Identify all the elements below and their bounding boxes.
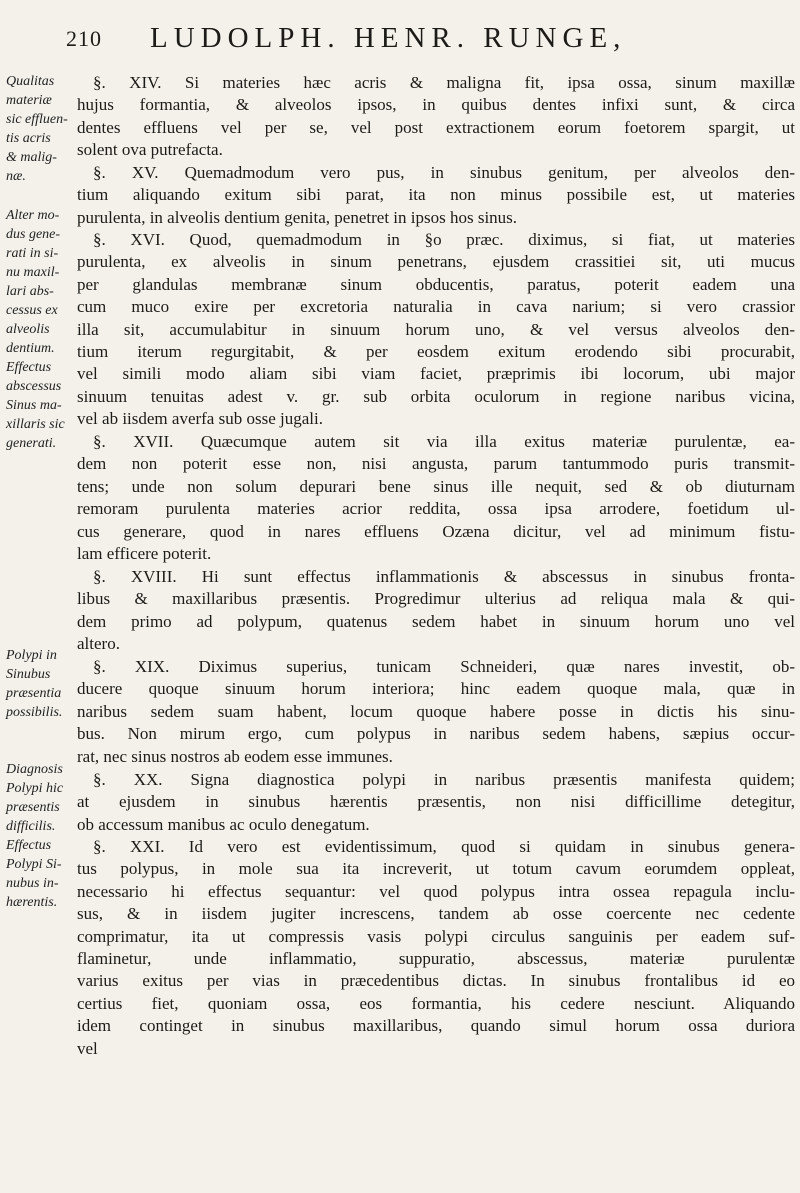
margin-note: Effectus abscessus Sinus ma- xillaris sic generati. (6, 360, 65, 451)
text-line: per glandulas membranæ sinum obducentis, paratus, poterit eadem una (77, 274, 795, 294)
text-line: §. XXI. Id vero est evidentissimum, quod si quidam in sinubus genera- (93, 837, 795, 856)
text-line: necessario hi effectus sequantur: vel quod polypus intra ossea repagula inclu- (77, 881, 795, 901)
paragraph (77, 431, 795, 565)
text-line: sus, & in iisdem jugiter increscens, tandem ab osse coercente nec cedente (77, 904, 795, 924)
paragraph (77, 229, 795, 431)
text-line: comprimatur, ita ut compressis vasis polypi circulus sanguinis per eadem suf- (77, 926, 795, 946)
text-line: dentes effluens vel per se, vel post extractionem eorum foetorem spargit, ut (77, 117, 795, 137)
text-line: ducere quoque sinuum horum interiora; hinc eadem quoque mala, quæ in (77, 679, 795, 699)
text-line: §. XV. Quemadmodum vero pus, in sinubus genitum, per alveolos den- (93, 163, 795, 182)
text-line: vel ab iisdem averfa sub osse jugali. (77, 409, 323, 429)
text-line: at ejusdem in sinubus hærentis præsentis, non nisi difficillime detegitur, (77, 792, 795, 812)
paragraph (77, 769, 795, 836)
text-line: tium aliquando exitum sibi parat, ita non minus possibile est, ut materies (77, 185, 795, 205)
text-line: dem primo ad polypum, quatenus sedem habet in sinuum horum uno vel (77, 611, 795, 631)
text-line: tus polypus, in mole sua ita increverit, ut totum cavum eorumdem oppleat, (77, 859, 795, 879)
paragraph (77, 72, 795, 162)
text-line: varius exitus per vias in præcedentibus dictas. In sinubus frontalibus id eo (77, 971, 795, 991)
text-line: naribus sedem suam habent, locum quoque habere posse in dictis his sinu- (77, 701, 795, 721)
page-header (0, 22, 800, 62)
paragraph (77, 566, 795, 656)
text-line: dem non poterit esse non, nisi angusta, parum tantummodo puris transmit- (77, 454, 795, 474)
text-line: bus. Non mirum ergo, cum polypus in naribus sedem habens, sæpius occur- (77, 724, 795, 744)
paragraph (77, 162, 795, 229)
page-number: 210 (66, 26, 102, 51)
text-line: purulenta, ex alveolis in sinum penetrans, ejusdem crassitiei sit, uti mucus (77, 252, 795, 272)
text-line: flaminetur, unde inflammatio, suppuratio, abscessus, materiæ purulentæ (77, 948, 795, 968)
text-line: §. XIX. Diximus superius, tunicam Schneideri, quæ nares investit, ob- (93, 657, 795, 676)
text-line: §. XVII. Quæcumque autem sit via illa exitus materiæ purulentæ, ea- (93, 432, 795, 451)
margin-note: Alter mo- dus gene- rati in si- nu maxil- lari abs- cessus ex alveolis dentium. (6, 208, 61, 356)
text-line: vel (77, 1038, 98, 1058)
paragraph (77, 656, 795, 768)
text-line: §. XIV. Si materies hæc acris & maligna fit, ipsa ossa, sinum maxillæ (93, 73, 795, 92)
running-head: LUDOLPH. HENR. RUNGE, (150, 22, 627, 54)
text-line: lam efficere poterit. (77, 543, 212, 563)
text-line: §. XVI. Quod, quemadmodum in §o præc. diximus, si fiat, ut materies (93, 230, 795, 249)
text-line: tens; unde non solum depurari bene sinus ille nequit, sed & ob diuturnam (77, 476, 795, 496)
text-line: vel simili modo aliam sibi viam faciet, præprimis ibi locorum, ubi major (77, 364, 795, 384)
text-line: ob accessum manibus ac oculo denegatum. (77, 814, 370, 834)
paragraph (77, 836, 795, 1060)
text-line: cum muco exire per excretoria naturalia in cava narium; si vero crassior (77, 297, 795, 317)
text-line: solent ova putrefacta. (77, 140, 223, 160)
text-line: hujus formantia, & alveolos ipsos, in quibus dentes infixi sunt, & circa (77, 95, 795, 115)
text-line: libus & maxillaribus præsentis. Progredimur ulterius ad reliqua mala & qui- (77, 589, 795, 609)
margin-note: Polypi in Sinubus præsentia possibilis. (6, 648, 63, 720)
margin-note: Qualitas materiæ sic effluen- tis acris & malig- næ. (6, 74, 68, 184)
text-line: illa sit, accumulabitur in sinuum horum uno, & vel versus alveolos den- (77, 319, 795, 339)
text-line: purulenta, in alveolis dentium genita, penetret in ipsos hos sinus. (77, 207, 518, 227)
text-line: altero. (77, 634, 120, 654)
margin-note: Diagnosis Polypi hic præsentis difficilis. Effectus Polypi Si- nubus in- hærentis. (6, 762, 64, 910)
text-line: §. XVIII. Hi sunt effectus inflammationis & abscessus in sinubus fronta- (93, 567, 795, 586)
text-line: certius fiet, quoniam ossa, eos formantia, his cedere nesciunt. Aliquando (77, 993, 795, 1013)
text-line: sinuum tenuitas adest v. gr. sub orbita oculorum in regione naribus vicina, (77, 386, 795, 406)
text-line: rat, nec sinus nostros ab eodem esse immunes. (77, 746, 393, 766)
text-line: tium iterum regurgitabit, & per eosdem exitum erodendo sibi procurabit, (77, 341, 795, 361)
text-line: §. XX. Signa diagnostica polypi in naribus præsentis manifesta quidem; (93, 770, 795, 789)
text-line: idem continget in sinubus maxillaribus, quando simul horum ossa duriora (77, 1016, 795, 1036)
text-line: remoram purulenta materies acrior reddita, ossa ipsa arrodere, foetidum ul- (77, 499, 795, 519)
text-line: cus generare, quod in nares effluens Ozæna dicitur, vel ad minimum fistu- (77, 521, 795, 541)
